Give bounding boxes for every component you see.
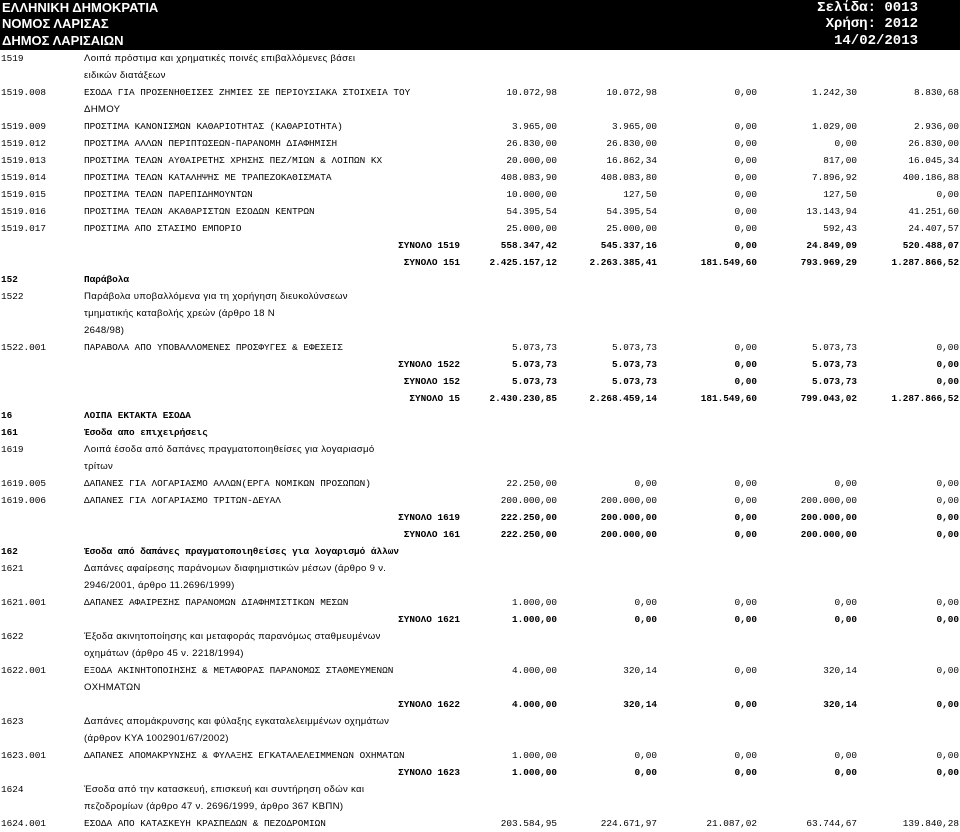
account-description: Έσοδα από την κατασκευή, επισκευή και συντήρηση οδών και	[84, 784, 365, 795]
amount-col-5: 0,00	[936, 767, 959, 778]
amount-col-5: 0,00	[936, 512, 959, 523]
account-description: τρίτων	[84, 461, 114, 472]
amount-col-1: 1.000,00	[511, 750, 557, 761]
amount-col-3: 0,00	[734, 138, 757, 149]
amount-col-3: 21.087,02	[706, 818, 757, 829]
amount-col-3: 0,00	[734, 155, 757, 166]
amount-col-4: 817,00	[823, 155, 857, 166]
ledger-item-row	[0, 135, 960, 152]
amount-col-3: 0,00	[734, 767, 757, 778]
amount-col-2: 3.965,00	[611, 121, 657, 132]
amount-col-2: 0,00	[634, 614, 657, 625]
amount-col-1: 222.250,00	[500, 512, 557, 523]
ledger-item-row	[0, 186, 960, 203]
account-description: Λοιπά πρόστιμα και χρηματικές ποινές επιβαλλόμενες βάσει	[84, 53, 356, 64]
amount-col-3: 0,00	[734, 87, 757, 98]
amount-col-4: 0,00	[834, 614, 857, 625]
amount-col-4: 5.073,73	[811, 342, 857, 353]
amount-col-1: 10.072,98	[506, 87, 557, 98]
description-row	[0, 458, 960, 475]
amount-col-4: 63.744,67	[806, 818, 857, 829]
amount-col-5: 400.186,88	[902, 172, 959, 183]
amount-col-3: 0,00	[734, 342, 757, 353]
amount-col-3: 0,00	[734, 478, 757, 489]
ledger-item-row	[0, 594, 960, 611]
account-description: ΠΡΟΣΤΙΜΑ ΑΛΛΩΝ ΠΕΡΙΠΤΩΣΕΩΝ-ΠΑΡΑΝΟΜΗ ΔΙΑΦΗΜΙΣΗ	[84, 138, 338, 149]
total-label: ΣΥΝΟΛΟ 161	[403, 529, 460, 540]
account-code: 161	[1, 427, 18, 438]
account-code: 1519.013	[1, 155, 47, 166]
amount-col-1: 4.000,00	[511, 699, 557, 710]
account-code: 1619.005	[1, 478, 47, 489]
account-description: πεζοδρομίων (άρθρο 47 ν. 2696/1999, άρθρο 367 ΚΒΠΝ)	[84, 801, 344, 812]
amount-col-2: 5.073,73	[611, 359, 657, 370]
total-label: ΣΥΝΟΛΟ 1522	[398, 359, 460, 370]
account-code: 1623.001	[1, 750, 47, 761]
account-code: 1522.001	[1, 342, 47, 353]
header-date: 14/02/2013	[833, 33, 918, 49]
description-row	[0, 713, 960, 730]
account-description: Έσοδα απο επιχειρήσεις	[84, 427, 208, 438]
amount-col-3: 0,00	[734, 495, 757, 506]
account-description: Παράβολα	[84, 274, 130, 285]
amount-col-2: 0,00	[634, 767, 657, 778]
amount-col-2: 25.000,00	[606, 223, 657, 234]
account-code: 1522	[1, 291, 24, 302]
amount-col-3: 0,00	[734, 699, 757, 710]
amount-col-5: 520.488,07	[902, 240, 959, 251]
amount-col-2: 545.337,16	[600, 240, 657, 251]
amount-col-3: 181.549,60	[700, 257, 757, 268]
account-description: ΛΟΙΠΑ ΕΚΤΑΚΤΑ ΕΣΟΔΑ	[84, 410, 191, 421]
account-description: ΔΑΠΑΝΕΣ ΑΠΟΜΑΚΡΥΝΣΗΣ & ΦΥΛΑΞΗΣ ΕΓΚΑΤΑΛΕΛΕΙΜΜΕΝΩΝ ΟΧΗΜΑΤΩΝ	[84, 750, 405, 761]
total-row	[0, 254, 960, 271]
amount-col-5: 0,00	[936, 495, 959, 506]
account-code: 152	[1, 274, 18, 285]
amount-col-3: 0,00	[734, 529, 757, 540]
amount-col-2: 408.083,80	[600, 172, 657, 183]
account-code: 1519.008	[1, 87, 47, 98]
amount-col-2: 2.263.385,41	[589, 257, 657, 268]
amount-col-4: 5.073,73	[811, 376, 857, 387]
description-row	[0, 305, 960, 322]
ledger-item-row	[0, 475, 960, 492]
amount-col-2: 0,00	[634, 750, 657, 761]
amount-col-1: 54.395,54	[506, 206, 557, 217]
account-description: 2946/2001, άρθρο 11.2696/1999)	[84, 580, 235, 591]
account-description: (άρθρον ΚΥΑ 1002901/67/2002)	[84, 733, 229, 744]
description-row	[0, 730, 960, 747]
ledger-item-row	[0, 662, 960, 679]
amount-col-5: 0,00	[936, 478, 959, 489]
amount-col-3: 0,00	[734, 206, 757, 217]
total-row	[0, 356, 960, 373]
description-row	[0, 798, 960, 815]
account-description: ΠΡΟΣΤΙΜΑ ΤΕΛΩΝ ΑΚΑΘΑΡΙΣΤΩΝ ΕΣΟΔΩΝ ΚΕΝΤΡΩΝ	[84, 206, 315, 217]
amount-col-5: 0,00	[936, 699, 959, 710]
amount-col-1: 222.250,00	[500, 529, 557, 540]
amount-col-4: 7.896,92	[811, 172, 857, 183]
amount-col-1: 408.083,90	[500, 172, 557, 183]
amount-col-3: 0,00	[734, 376, 757, 387]
account-description: Έξοδα ακινητοποίησης και μεταφοράς παρανόμως σταθμευμένων	[84, 631, 381, 642]
amount-col-1: 1.000,00	[511, 767, 557, 778]
amount-col-2: 10.072,98	[606, 87, 657, 98]
amount-col-4: 1.029,00	[811, 121, 857, 132]
ledger-item-row	[0, 339, 960, 356]
amount-col-1: 26.830,00	[506, 138, 557, 149]
ledger-rows	[0, 50, 960, 832]
account-description: ΠΡΟΣΤΙΜΑ ΤΕΛΩΝ ΠΑΡΕΠΙΔΗΜΟΥΝΤΩΝ	[84, 189, 253, 200]
amount-col-2: 5.073,73	[611, 342, 657, 353]
total-label: ΣΥΝΟΛΟ 152	[403, 376, 460, 387]
amount-col-1: 5.073,73	[511, 359, 557, 370]
account-description: Έσοδα από δαπάνες πραγματοποιηθείσες για λογαρισμό άλλων	[84, 546, 400, 557]
ledger-item-row	[0, 220, 960, 237]
description-row	[0, 679, 960, 696]
account-description: ΔΑΠΑΝΕΣ ΓΙΑ ΛΟΓΑΡΙΑΣΜΟ ΤΡΙΤΩΝ-ΔΕΥΑΛ	[84, 495, 281, 506]
amount-col-1: 20.000,00	[506, 155, 557, 166]
amount-col-2: 16.862,34	[606, 155, 657, 166]
section-heading-row	[0, 271, 960, 288]
amount-col-5: 16.045,34	[908, 155, 959, 166]
account-code: 1621.001	[1, 597, 47, 608]
amount-col-1: 10.000,00	[506, 189, 557, 200]
amount-col-4: 793.969,29	[800, 257, 857, 268]
amount-col-4: 0,00	[834, 478, 857, 489]
account-code: 1624.001	[1, 818, 47, 829]
ledger-item-row	[0, 118, 960, 135]
amount-col-3: 0,00	[734, 223, 757, 234]
description-row	[0, 781, 960, 798]
amount-col-5: 0,00	[936, 750, 959, 761]
account-description: ΔΑΠΑΝΕΣ ΑΦΑΙΡΕΣΗΣ ΠΑΡΑΝΟΜΩΝ ΔΙΑΦΗΜΙΣΤΙΚΩΝ ΜΕΣΩΝ	[84, 597, 349, 608]
account-code: 1624	[1, 784, 24, 795]
description-row	[0, 628, 960, 645]
amount-col-4: 13.143,94	[806, 206, 857, 217]
header-page: Σελίδα: 0013	[817, 0, 918, 16]
section-heading-row	[0, 424, 960, 441]
account-description: 2648/98)	[84, 325, 125, 336]
amount-col-1: 5.073,73	[511, 376, 557, 387]
account-description: οχημάτων (άρθρο 45 ν. 2218/1994)	[84, 648, 244, 659]
amount-col-4: 1.242,30	[811, 87, 857, 98]
account-code: 1622.001	[1, 665, 47, 676]
ledger-item-row	[0, 84, 960, 101]
amount-col-5: 0,00	[936, 342, 959, 353]
amount-col-4: 0,00	[834, 138, 857, 149]
amount-col-5: 1.287.866,52	[891, 257, 959, 268]
total-row	[0, 696, 960, 713]
amount-col-4: 799.043,02	[800, 393, 857, 404]
amount-col-4: 0,00	[834, 750, 857, 761]
total-label: ΣΥΝΟΛΟ 1622	[398, 699, 460, 710]
account-description: ειδικών διατάξεων	[84, 70, 166, 81]
amount-col-2: 54.395,54	[606, 206, 657, 217]
account-code: 16	[1, 410, 13, 421]
account-code: 1621	[1, 563, 24, 574]
total-label: ΣΥΝΟΛΟ 1619	[398, 512, 460, 523]
account-description: Λοιπά έσοδα από δαπάνες πραγματοποιηθείσες για λογαριασμό	[84, 444, 375, 455]
amount-col-2: 26.830,00	[606, 138, 657, 149]
total-row	[0, 611, 960, 628]
account-code: 1623	[1, 716, 24, 727]
total-row	[0, 509, 960, 526]
amount-col-5: 1.287.866,52	[891, 393, 959, 404]
account-description: ΔΑΠΑΝΕΣ ΓΙΑ ΛΟΓΑΡΙΑΣΜΟ ΑΛΛΩΝ(ΕΡΓΑ ΝΟΜΙΚΩΝ ΠΡΟΣΩΠΩΝ)	[84, 478, 371, 489]
account-description: ΕΣΟΔΑ ΓΙΑ ΠΡΟΣΕΝΗΘΕΙΣΕΣ ΖΗΜΙΕΣ ΣΕ ΠΕΡΙΟΥΣΙΑΚΑ ΣΤΟΙΧΕΙΑ ΤΟΥ	[84, 87, 411, 98]
ledger-item-row	[0, 747, 960, 764]
amount-col-5: 0,00	[936, 376, 959, 387]
amount-col-3: 0,00	[734, 172, 757, 183]
ledger-item-row	[0, 203, 960, 220]
description-row	[0, 560, 960, 577]
amount-col-1: 1.000,00	[511, 614, 557, 625]
total-row	[0, 373, 960, 390]
header-country: ΕΛΛΗΝΙΚΗ ΔΗΜΟΚΡΑΤΙΑ	[2, 0, 159, 15]
amount-col-2: 320,14	[623, 665, 657, 676]
account-code: 1519.016	[1, 206, 47, 217]
account-code: 1619	[1, 444, 24, 455]
description-row	[0, 67, 960, 84]
amount-col-5: 0,00	[936, 359, 959, 370]
account-code: 1619.006	[1, 495, 47, 506]
account-code: 1519.015	[1, 189, 47, 200]
account-code: 1519	[1, 53, 24, 64]
report-header	[0, 0, 960, 50]
total-row	[0, 526, 960, 543]
account-description: ΕΞΟΔΑ ΑΚΙΝΗΤΟΠΟΙΗΣΗΣ & ΜΕΤΑΦΟΡΑΣ ΠΑΡΑΝΟΜΩΣ ΣΤΑΘΜΕΥΜΕΝΩΝ	[84, 665, 394, 676]
account-description: ΠΡΟΣΤΙΜΑ ΤΕΛΩΝ ΑΥΘΑΙΡΕΤΗΣ ΧΡΗΣΗΣ ΠΕΖ/ΜΙΩΝ & ΛΟΙΠΩΝ ΚΧ	[84, 155, 383, 166]
amount-col-2: 5.073,73	[611, 376, 657, 387]
account-description: τμηματικής καταβολής χρεών (άρθρο 18 Ν	[84, 308, 275, 319]
description-row	[0, 441, 960, 458]
amount-col-5: 139.840,28	[902, 818, 959, 829]
amount-col-2: 224.671,97	[600, 818, 657, 829]
account-description: ΔΗΜΟΥ	[84, 104, 121, 115]
account-description: ΠΡΟΣΤΙΜΑ ΑΠΟ ΣΤΑΣΙΜΟ ΕΜΠΟΡΙΟ	[84, 223, 242, 234]
amount-col-1: 3.965,00	[511, 121, 557, 132]
amount-col-2: 127,50	[623, 189, 657, 200]
amount-col-5: 0,00	[936, 665, 959, 676]
amount-col-5: 24.407,57	[908, 223, 959, 234]
amount-col-5: 41.251,60	[908, 206, 959, 217]
amount-col-5: 26.830,00	[908, 138, 959, 149]
amount-col-1: 2.430.230,85	[489, 393, 557, 404]
amount-col-1: 4.000,00	[511, 665, 557, 676]
amount-col-3: 0,00	[734, 359, 757, 370]
amount-col-5: 2.936,00	[913, 121, 959, 132]
amount-col-5: 0,00	[936, 614, 959, 625]
amount-col-2: 0,00	[634, 597, 657, 608]
account-description: ΠΡΟΣΤΙΜΑ ΤΕΛΩΝ ΚΑΤΑΛΗΨΗΣ ΜΕ ΤΡΑΠΕΖΟΚΑΘΙΣΜΑΤΑ	[84, 172, 332, 183]
amount-col-1: 203.584,95	[500, 818, 557, 829]
amount-col-2: 0,00	[634, 478, 657, 489]
total-row	[0, 764, 960, 781]
account-code: 1622	[1, 631, 24, 642]
amount-col-5: 0,00	[936, 529, 959, 540]
account-description: Παράβολα υποβαλλόμενα για τη χορήγηση διευκολύνσεων	[84, 291, 348, 302]
amount-col-2: 200.000,00	[600, 512, 657, 523]
total-label: ΣΥΝΟΛΟ 1623	[398, 767, 460, 778]
amount-col-4: 24.849,09	[806, 240, 857, 251]
amount-col-1: 22.250,00	[506, 478, 557, 489]
account-description: ΠΡΟΣΤΙΜΑ ΚΑΝΟΝΙΣΜΩΝ ΚΑΘΑΡΙΟΤΗΤΑΣ (ΚΑΘΑΡΙΟΤΗΤΑ)	[84, 121, 343, 132]
header-prefecture: ΝΟΜΟΣ ΛΑΡΙΣΑΣ	[2, 16, 109, 31]
amount-col-4: 200.000,00	[800, 529, 857, 540]
ledger-item-row	[0, 152, 960, 169]
total-row	[0, 390, 960, 407]
amount-col-1: 2.425.157,12	[489, 257, 557, 268]
amount-col-4: 0,00	[834, 767, 857, 778]
amount-col-5: 0,00	[936, 597, 959, 608]
header-municipality: ΔΗΜΟΣ ΛΑΡΙΣΑΙΩΝ	[2, 33, 124, 48]
section-heading-row	[0, 407, 960, 424]
amount-col-4: 127,50	[823, 189, 857, 200]
account-code: 1519.014	[1, 172, 47, 183]
account-code: 162	[1, 546, 18, 557]
amount-col-4: 0,00	[834, 597, 857, 608]
amount-col-2: 200.000,00	[600, 529, 657, 540]
description-row	[0, 101, 960, 118]
amount-col-1: 5.073,73	[511, 342, 557, 353]
amount-col-5: 8.830,68	[913, 87, 959, 98]
ledger-item-row	[0, 815, 960, 832]
description-row	[0, 322, 960, 339]
account-description: ΟΧΗΜΑΤΩΝ	[84, 682, 141, 693]
total-label: ΣΥΝΟΛΟ 15	[409, 393, 460, 404]
amount-col-4: 5.073,73	[811, 359, 857, 370]
amount-col-5: 0,00	[936, 189, 959, 200]
amount-col-4: 320,14	[823, 665, 857, 676]
amount-col-3: 181.549,60	[700, 393, 757, 404]
amount-col-3: 0,00	[734, 189, 757, 200]
total-label: ΣΥΝΟΛΟ 1621	[398, 614, 460, 625]
amount-col-1: 1.000,00	[511, 597, 557, 608]
ledger-item-row	[0, 169, 960, 186]
amount-col-3: 0,00	[734, 512, 757, 523]
account-description: ΠΑΡΑΒΟΛΑ ΑΠΟ ΥΠΟΒΑΛΛΟΜΕΝΕΣ ΠΡΟΣΦΥΓΕΣ & ΕΦΕΣΕΙΣ	[84, 342, 343, 353]
description-row	[0, 288, 960, 305]
amount-col-3: 0,00	[734, 665, 757, 676]
ledger-item-row	[0, 492, 960, 509]
account-description: Δαπάνες αφαίρεσης παράνομων διαφημιστικών μέσων (άρθρο 9 ν.	[84, 563, 387, 574]
total-label: ΣΥΝΟΛΟ 1519	[398, 240, 460, 251]
account-description: ΕΣΟΔΑ ΑΠΟ ΚΑΤΑΣΚΕΥΗ ΚΡΑΣΠΕΔΩΝ & ΠΕΖΟΔΡΟΜΙΩΝ	[84, 818, 326, 829]
amount-col-3: 0,00	[734, 240, 757, 251]
account-code: 1519.012	[1, 138, 47, 149]
total-row	[0, 237, 960, 254]
account-code: 1519.009	[1, 121, 47, 132]
amount-col-2: 2.268.459,14	[589, 393, 657, 404]
header-fiscal-year: Χρήση: 2012	[825, 16, 918, 32]
amount-col-4: 320,14	[823, 699, 857, 710]
total-label: ΣΥΝΟΛΟ 151	[403, 257, 460, 268]
amount-col-1: 25.000,00	[506, 223, 557, 234]
description-row	[0, 577, 960, 594]
description-row	[0, 50, 960, 67]
section-heading-row	[0, 543, 960, 560]
account-description: Δαπάνες απομάκρυνσης και φύλαξης εγκαταλελειμμένων οχημάτων	[84, 716, 390, 727]
amount-col-1: 200.000,00	[500, 495, 557, 506]
amount-col-2: 200.000,00	[600, 495, 657, 506]
amount-col-1: 558.347,42	[500, 240, 557, 251]
amount-col-4: 200.000,00	[800, 512, 857, 523]
amount-col-2: 320,14	[623, 699, 657, 710]
description-row	[0, 645, 960, 662]
amount-col-3: 0,00	[734, 597, 757, 608]
amount-col-4: 200.000,00	[800, 495, 857, 506]
amount-col-4: 592,43	[823, 223, 857, 234]
amount-col-3: 0,00	[734, 750, 757, 761]
amount-col-3: 0,00	[734, 121, 757, 132]
account-code: 1519.017	[1, 223, 47, 234]
amount-col-3: 0,00	[734, 614, 757, 625]
